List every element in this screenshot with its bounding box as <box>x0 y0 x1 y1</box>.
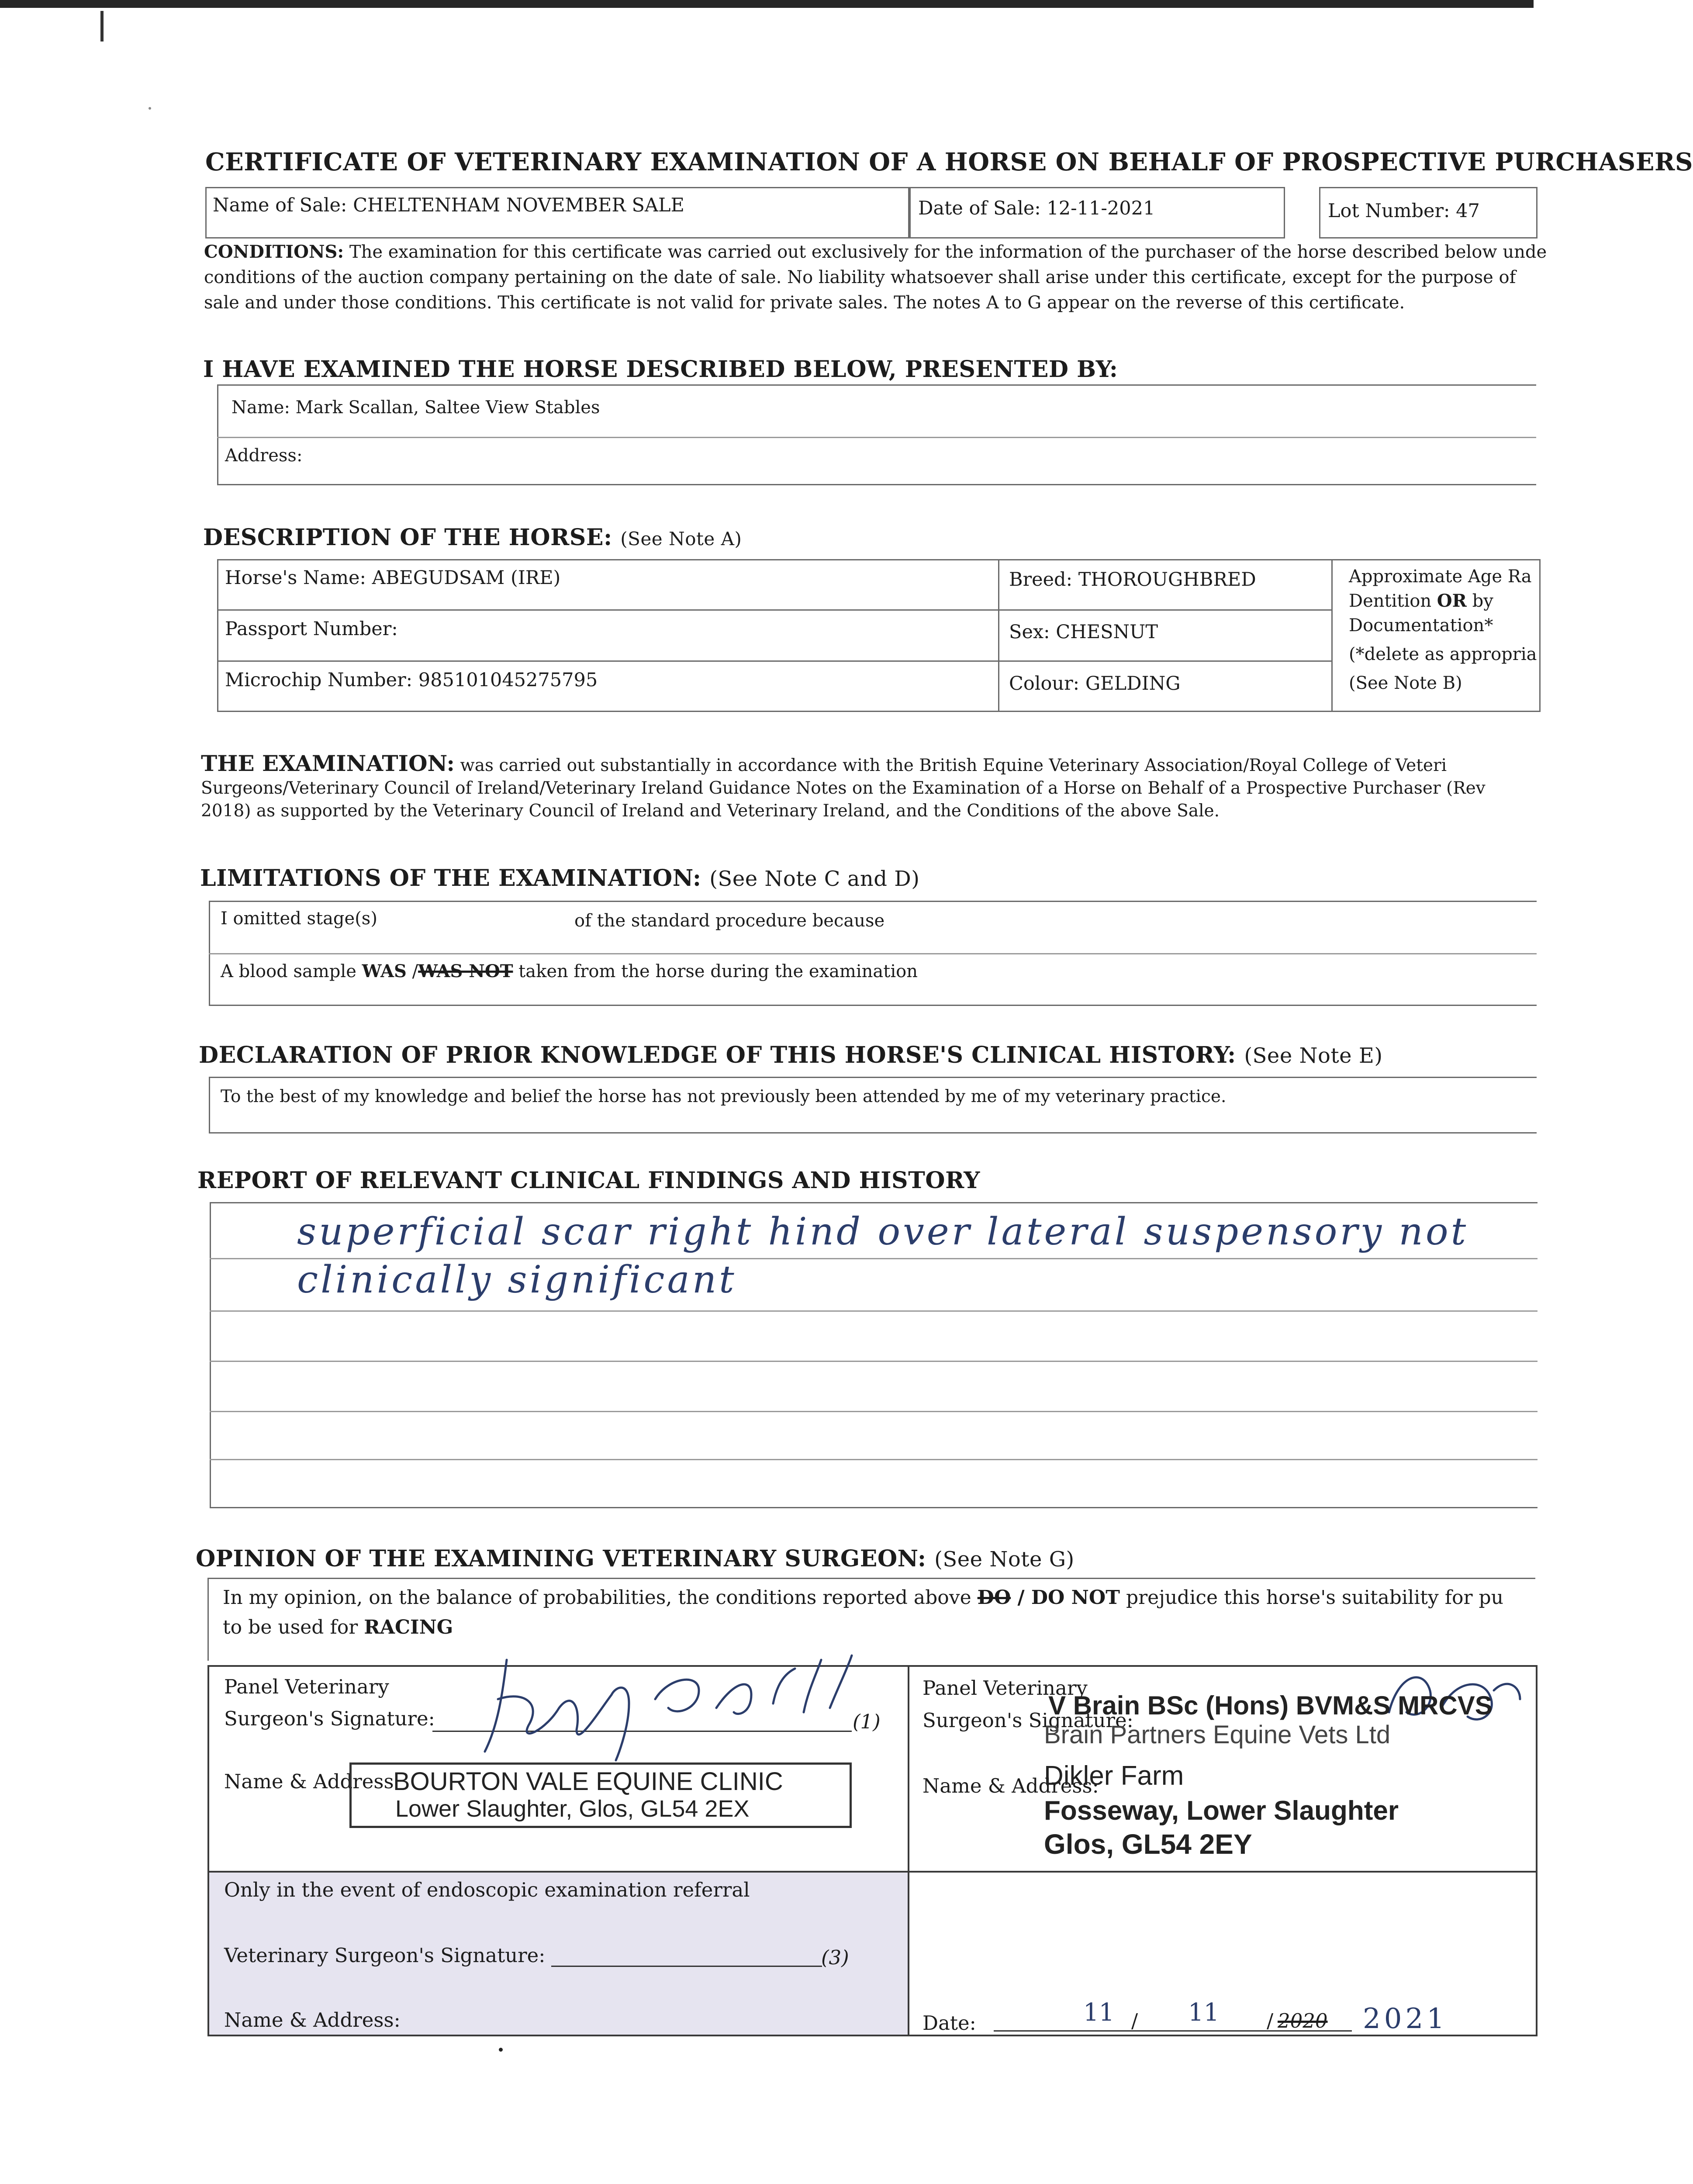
declaration-box-bottom <box>209 1132 1537 1133</box>
presented-box-left <box>217 384 218 485</box>
opinion-box-left <box>207 1578 209 1661</box>
horse-breed: Breed: THOROUGHBRED <box>1009 569 1256 591</box>
opinion-racing: RACING <box>364 1616 453 1638</box>
limitations-note: (See Note C and D) <box>709 867 920 891</box>
blood-sample-b: taken from the horse during the examination <box>513 961 918 981</box>
age-line-1: Approximate Age Ra <box>1349 567 1532 587</box>
blood-sample-slash: / <box>406 961 418 981</box>
panel1-label-2: Surgeon's Signature: <box>224 1707 435 1730</box>
vet-signature-label: Veterinary Surgeon's Signature: <box>224 1944 546 1967</box>
opinion-line-2a: to be used for <box>223 1616 364 1638</box>
panel2-label-1: Panel Veterinary <box>923 1676 1088 1700</box>
report-heading: REPORT OF RELEVANT CLINICAL FINDINGS AND HISTORY <box>197 1167 980 1194</box>
opinion-line-1 <box>223 1586 1503 1609</box>
date-label: Date: <box>923 2011 976 2035</box>
date-sep-1: / <box>1131 2009 1138 2032</box>
horse-sex: Sex: CHESNUT <box>1009 621 1158 643</box>
approximate-age <box>1349 564 1537 695</box>
omitted-stages-label: I omitted stage(s) <box>221 909 377 929</box>
examination-line-1: was carried out substantially in accordance with the British Equine Veterinary Association/Royal College of Veteri <box>460 756 1447 775</box>
report-box-top <box>210 1202 1538 1203</box>
stamp2-line-2: Brain Partners Equine Vets Ltd <box>1044 1721 1391 1749</box>
horse-table-row2 <box>217 660 1332 662</box>
endoscopic-label: Only in the event of endoscopic examination referral <box>224 1878 750 1901</box>
horse-table-col2 <box>1331 559 1333 712</box>
examination-label: THE EXAMINATION: <box>201 750 455 776</box>
lot-number: Lot Number: 47 <box>1328 200 1480 222</box>
report-rule-3 <box>210 1361 1538 1362</box>
age-line-2 <box>1349 589 1537 613</box>
report-box-left <box>210 1202 211 1508</box>
report-handwritten-line-1: superficial scar right hind over lateral suspensory not <box>297 1210 1469 1254</box>
opinion-do-not: DO NOT <box>1031 1586 1120 1609</box>
panel1-name-label: Name & Address <box>224 1770 394 1793</box>
opinion-heading <box>196 1545 1075 1572</box>
declaration-text: To the best of my knowledge and belief the horse has not previously been attended by me of my veterinary practice. <box>221 1087 1227 1106</box>
stamp2-line-3: Dikler Farm <box>1044 1761 1184 1791</box>
page-dot-1 <box>499 2048 503 2052</box>
age-line-5: (See Note B) <box>1349 673 1462 693</box>
presenter-address: Address: <box>225 446 303 466</box>
opinion-line-2 <box>223 1616 453 1638</box>
description-note: (See Note A) <box>620 528 742 549</box>
sale-name: Name of Sale: CHELTENHAM NOVEMBER SALE <box>213 194 684 216</box>
description-heading <box>203 524 742 551</box>
limitations-box-mid <box>209 953 1537 954</box>
age-line-3: Documentation* <box>1349 615 1493 636</box>
conditions-text <box>204 239 1547 315</box>
examination-line-2: Surgeons/Veterinary Council of Ireland/Veterinary Ireland Guidance Notes on the Examination of a Horse on Behalf of a Prospective Purchaser (Rev <box>201 778 1486 798</box>
opinion-line-1c: prejudice this horse's suitability for pu <box>1119 1586 1503 1609</box>
opinion-heading-text: OPINION OF THE EXAMINING VETERINARY SURGEON: <box>196 1545 926 1572</box>
declaration-heading-text: DECLARATION OF PRIOR KNOWLEDGE OF THIS HORSE'S CLINICAL HISTORY: <box>199 1042 1236 1068</box>
limitations-box-bottom <box>209 1005 1537 1006</box>
blood-sample-a: A blood sample <box>221 961 362 981</box>
report-box-bottom <box>210 1507 1538 1508</box>
declaration-note: (See Note E) <box>1244 1044 1383 1068</box>
stamp2-line-4: Fosseway, Lower Slaughter <box>1044 1796 1399 1826</box>
panel1-label-1: Panel Veterinary <box>224 1675 389 1698</box>
stamp1-line-2: Lower Slaughter, Glos, GL54 2EX <box>395 1796 750 1822</box>
conditions-line-3: sale and under those conditions. This certificate is not valid for private sales. The notes A to G appear on the reverse of this certificate. <box>204 293 1405 313</box>
report-rule-4 <box>210 1411 1538 1412</box>
left-edge-mark <box>100 11 104 41</box>
age-line-4: (*delete as appropria <box>1349 644 1537 664</box>
date-sep-2: / <box>1267 2009 1274 2032</box>
blood-sample-was: WAS <box>362 961 407 981</box>
panel2-label-2: Surgeon's Signature: <box>923 1709 1133 1732</box>
declaration-box-top <box>209 1077 1537 1078</box>
opinion-box-top <box>207 1578 1535 1579</box>
age-line-2c: by <box>1466 591 1493 611</box>
age-line-2a: Dentition <box>1349 591 1437 611</box>
sale-date: Date of Sale: 12-11-2021 <box>918 197 1155 219</box>
limitations-box-top <box>209 901 1537 902</box>
presenter-name: Name: Mark Scallan, Saltee View Stables <box>231 397 600 418</box>
microchip-number: Microchip Number: 985101045275795 <box>225 669 598 691</box>
date-month: 11 <box>1188 1998 1220 2027</box>
page-dot-2 <box>149 107 151 110</box>
panel2-name-label: Name & Address: <box>923 1774 1099 1797</box>
panel1-signature <box>472 1642 865 1765</box>
report-handwritten-line-2: clinically significant <box>297 1258 737 1302</box>
presented-box-bottom <box>217 484 1536 485</box>
omitted-stages-reason: of the standard procedure because <box>574 911 885 931</box>
examination-text <box>201 752 1486 822</box>
conditions-label: CONDITIONS: <box>204 242 344 262</box>
horse-table-col1 <box>998 559 999 712</box>
report-rule-5 <box>210 1459 1538 1460</box>
limitations-heading-text: LIMITATIONS OF THE EXAMINATION: <box>200 865 701 892</box>
blood-sample-line <box>221 961 918 981</box>
panel1-suffix: (1) <box>853 1710 881 1733</box>
presented-box-mid <box>217 437 1536 438</box>
opinion-slash: / <box>1011 1586 1031 1609</box>
horse-table-row1 <box>217 609 1332 611</box>
report-rule-2 <box>210 1310 1538 1312</box>
date-year-struck: 2020 <box>1278 2009 1328 2032</box>
opinion-note: (See Note G) <box>934 1547 1075 1572</box>
date-year: 2021 <box>1363 2003 1448 2035</box>
horse-colour: Colour: GELDING <box>1009 673 1181 695</box>
stamp2-line-5: Glos, GL54 2EY <box>1044 1828 1252 1860</box>
opinion-line-1a: In my opinion, on the balance of probabilities, the conditions reported above <box>223 1586 978 1609</box>
stamp1-line-1: BOURTON VALE EQUINE CLINIC <box>393 1767 783 1796</box>
examination-line-3: 2018) as supported by the Veterinary Council of Ireland and Veterinary Ireland, and the Conditions of the above Sale. <box>201 801 1220 821</box>
description-heading-text: DESCRIPTION OF THE HORSE: <box>203 524 612 551</box>
passport-number: Passport Number: <box>225 618 398 640</box>
vet-signature-line <box>551 1966 822 1967</box>
endoscopic-name-label: Name & Address: <box>224 2008 401 2032</box>
opinion-do: DO <box>977 1586 1011 1609</box>
declaration-box-left <box>209 1077 210 1133</box>
top-edge-rule <box>0 0 1534 8</box>
age-line-2b: OR <box>1437 591 1467 611</box>
signature-table-divider <box>908 1665 909 2036</box>
declaration-heading <box>199 1042 1383 1068</box>
presented-by-heading: I HAVE EXAMINED THE HORSE DESCRIBED BELOW, PRESENTED BY: <box>203 356 1118 383</box>
blood-sample-was-not: WAS NOT <box>418 961 513 981</box>
vet-signature-suffix: (3) <box>821 1946 849 1969</box>
signature-table-row <box>207 1871 1538 1873</box>
horse-name: Horse's Name: ABEGUDSAM (IRE) <box>225 567 561 589</box>
conditions-line-2: conditions of the auction company pertaining on the date of sale. No liability whatsoever shall arise under this certificate, except for the purpose of <box>204 267 1516 287</box>
date-day: 11 <box>1083 1998 1115 2027</box>
conditions-line-1: The examination for this certificate was carried out exclusively for the information of the purchaser of the horse described below unde <box>349 242 1547 262</box>
stamp2-line-1: V Brain BSc (Hons) BVM&S MRCVS <box>1048 1691 1493 1720</box>
presented-box-top <box>217 384 1536 386</box>
page-title: CERTIFICATE OF VETERINARY EXAMINATION OF A HORSE ON BEHALF OF PROSPECTIVE PURCHASERS <box>205 148 1693 176</box>
limitations-heading <box>200 865 919 892</box>
